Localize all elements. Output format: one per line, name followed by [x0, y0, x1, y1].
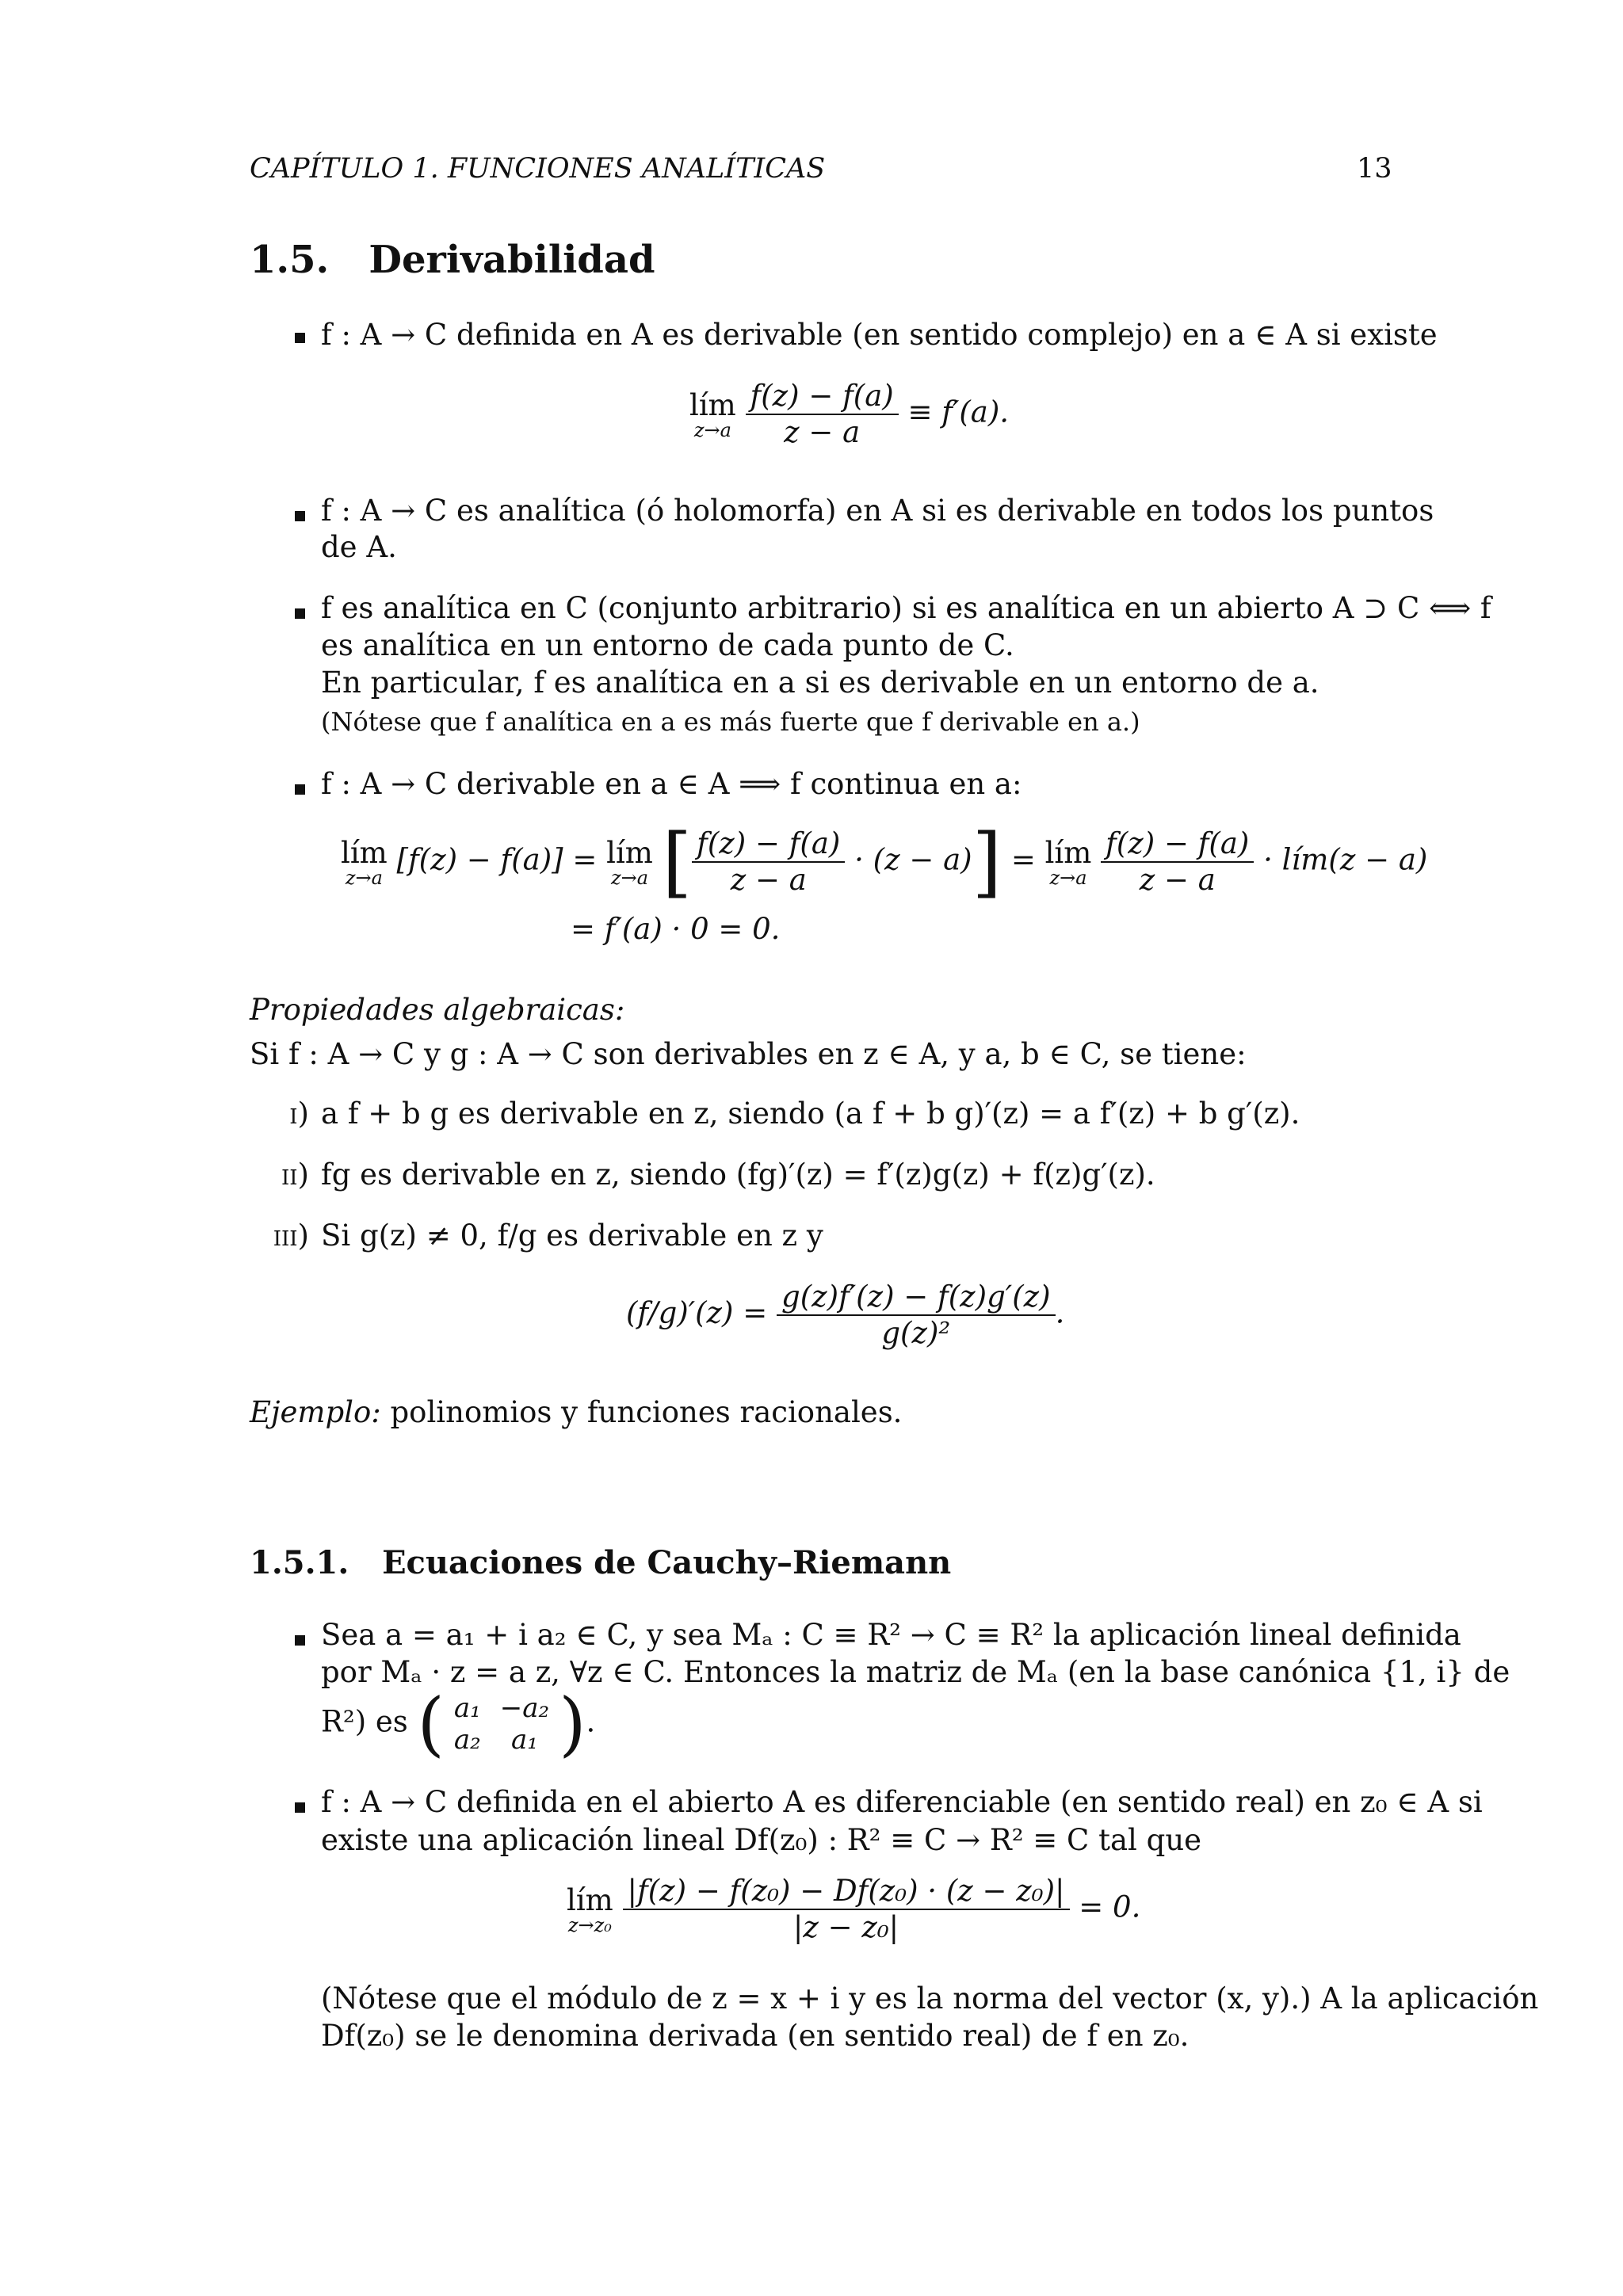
lim-subscript: z→z₀	[567, 1914, 612, 1936]
equals-sign: =	[1010, 842, 1036, 877]
subsection-heading	[250, 1545, 951, 1581]
differentiable-line2: existe una aplicación lineal Df(z₀) : R² ≡ C → R² ≡ C tal que	[321, 1823, 1202, 1857]
norm-note-line1: (Nótese que el módulo de z = x + i y es la norma del vector (x, y).) A la aplicación	[321, 1981, 1539, 2016]
bullet-marker	[295, 1635, 305, 1646]
page-number: 13	[1357, 153, 1392, 185]
equation-factor: · (z − a)	[854, 842, 972, 877]
fraction-numerator: |f(z) − f(z₀) − Df(z₀) · (z − z₀)|	[623, 1874, 1070, 1910]
equation-rhs: ≡ f′(a).	[907, 395, 1010, 429]
real-derivative-limit-equation	[567, 1874, 1140, 1945]
continuity-equation-line2: = f′(a) · 0 = 0.	[571, 912, 781, 946]
continuity-statement: f : A → C derivable en a ∈ A ⟹ f continua en a:	[321, 767, 1022, 801]
bullet-marker	[295, 608, 305, 619]
analytic-definition-line2: de A.	[321, 530, 397, 564]
bullet-marker	[295, 1802, 305, 1813]
continuity-equation: lím z→a [f(z) − f(a)] = lím z→a [ $\frac{f(z) - f(a)}{z - a}$ · (z − a)] = lím z→a $\frac{f(z) - f(a)}{z - a}$ · lím(z − a)	[341, 818, 1428, 906]
matrix-intro: R²) es	[321, 1704, 408, 1739]
subsection-number: 1.5.1.	[250, 1544, 349, 1581]
fraction-numerator: f(z) − f(a)	[692, 826, 845, 863]
analytic-set-line1: f es analítica en C (conjunto arbitrario) si es analítica en un abierto A ⊃ C ⟺ f	[321, 591, 1491, 625]
fraction-denominator: g(z)²	[881, 1316, 951, 1350]
matrix	[445, 1692, 559, 1756]
multiplication-map-line2: por Mₐ · z = a z, ∀z ∈ C. Entonces la matriz de Mₐ (en la base canónica {1, i} de	[321, 1655, 1510, 1689]
example-text: polinomios y funciones racionales.	[390, 1395, 903, 1429]
matrix-end: .	[586, 1704, 596, 1739]
bullet-marker	[295, 511, 305, 521]
norm-note-line2: Df(z₀) se le denomina derivada (en sentido real) de f en z₀.	[321, 2019, 1190, 2053]
section-title: Derivabilidad	[369, 238, 655, 282]
properties-heading: Propiedades algebraicas:	[250, 993, 625, 1027]
derivable-definition: f : A → C definida en A es derivable (en sentido complejo) en a ∈ A si existe	[321, 318, 1438, 352]
running-header: CAPÍTULO 1. FUNCIONES ANALÍTICAS	[250, 153, 826, 185]
analytic-set-line2: es analítica en un entorno de cada punto de C.	[321, 628, 1014, 662]
property-linearity: a f + b g es derivable en z, siendo (a f + b g)′(z) = a f′(z) + b g′(z).	[321, 1097, 1300, 1131]
matrix-entry: a₁	[511, 1724, 538, 1756]
property-label: iii)	[273, 1219, 309, 1253]
lim-subscript: z→a	[1049, 867, 1087, 889]
lim-subscript: z→a	[610, 867, 649, 889]
lim-subscript: z→a	[693, 419, 731, 441]
lim-operator: lím	[341, 836, 388, 870]
lim-operator: lím	[1044, 836, 1092, 870]
analytic-point-line: En particular, f es analítica en a si es derivable en un entorno de a.	[321, 666, 1319, 700]
subsection-title: Ecuaciones de Cauchy–Riemann	[382, 1544, 952, 1581]
equation-end: .	[1055, 1295, 1065, 1330]
differentiable-line1: f : A → C definida en el abierto A es diferenciable (en sentido real) en z₀ ∈ A si	[321, 1785, 1483, 1819]
multiplication-map-line1: Sea a = a₁ + i a₂ ∈ C, y sea Mₐ : C ≡ R² → C ≡ R² la aplicación lineal definida	[321, 1618, 1461, 1652]
example-label: Ejemplo:	[250, 1395, 381, 1429]
bullet-marker	[295, 784, 305, 795]
equation-lhs: (f/g)′(z) =	[626, 1295, 768, 1330]
property-label: ii)	[281, 1158, 309, 1192]
equation-rhs: = 0.	[1079, 1890, 1141, 1924]
matrix-entry: −a₂	[499, 1692, 550, 1724]
property-label: i)	[289, 1097, 309, 1131]
fraction-denominator: z − a	[1139, 863, 1216, 897]
lim-operator: lím	[606, 836, 653, 870]
properties-intro: Si f : A → C y g : A → C son derivables en z ∈ A, y a, b ∈ C, se tiene:	[250, 1037, 1247, 1071]
example-line	[250, 1394, 902, 1431]
equation-lhs: [f(z) − f(a)] =	[396, 842, 598, 877]
property-product-rule: fg es derivable en z, siendo (fg)′(z) = f′(z)g(z) + f(z)g′(z).	[321, 1158, 1155, 1192]
matrix-entry: a₂	[453, 1724, 481, 1756]
fraction-denominator: |z − z₀|	[792, 1910, 899, 1944]
quotient-rule-equation	[626, 1280, 1064, 1351]
fraction-numerator: f(z) − f(a)	[1101, 826, 1254, 863]
section-number: 1.5.	[250, 238, 330, 282]
fraction-numerator: f(z) − f(a)	[746, 379, 899, 415]
lim-operator: lím	[689, 388, 736, 422]
lim-operator: lím	[567, 1883, 613, 1917]
derivative-limit-equation	[689, 379, 1009, 450]
section-heading	[250, 238, 655, 282]
equation-tail: · lím(z − a)	[1263, 842, 1428, 877]
lim-subscript: z→a	[345, 867, 383, 889]
bullet-marker	[295, 333, 305, 343]
analytic-note: (Nótese que f analítica en a es más fuerte que f derivable en a.)	[321, 707, 1140, 737]
fraction-numerator: g(z)f′(z) − f(z)g′(z)	[777, 1280, 1056, 1316]
matrix-entry: a₁	[453, 1692, 481, 1724]
fraction-denominator: z − a	[784, 415, 861, 449]
property-quotient: Si g(z) ≠ 0, f/g es derivable en z y	[321, 1219, 823, 1253]
multiplication-matrix-line: R²) es ( a₁ −a₂ a₂ a₁ ).	[321, 1683, 596, 1764]
fraction-denominator: z − a	[730, 863, 807, 897]
analytic-definition-line1: f : A → C es analítica (ó holomorfa) en A si es derivable en todos los puntos	[321, 494, 1434, 528]
